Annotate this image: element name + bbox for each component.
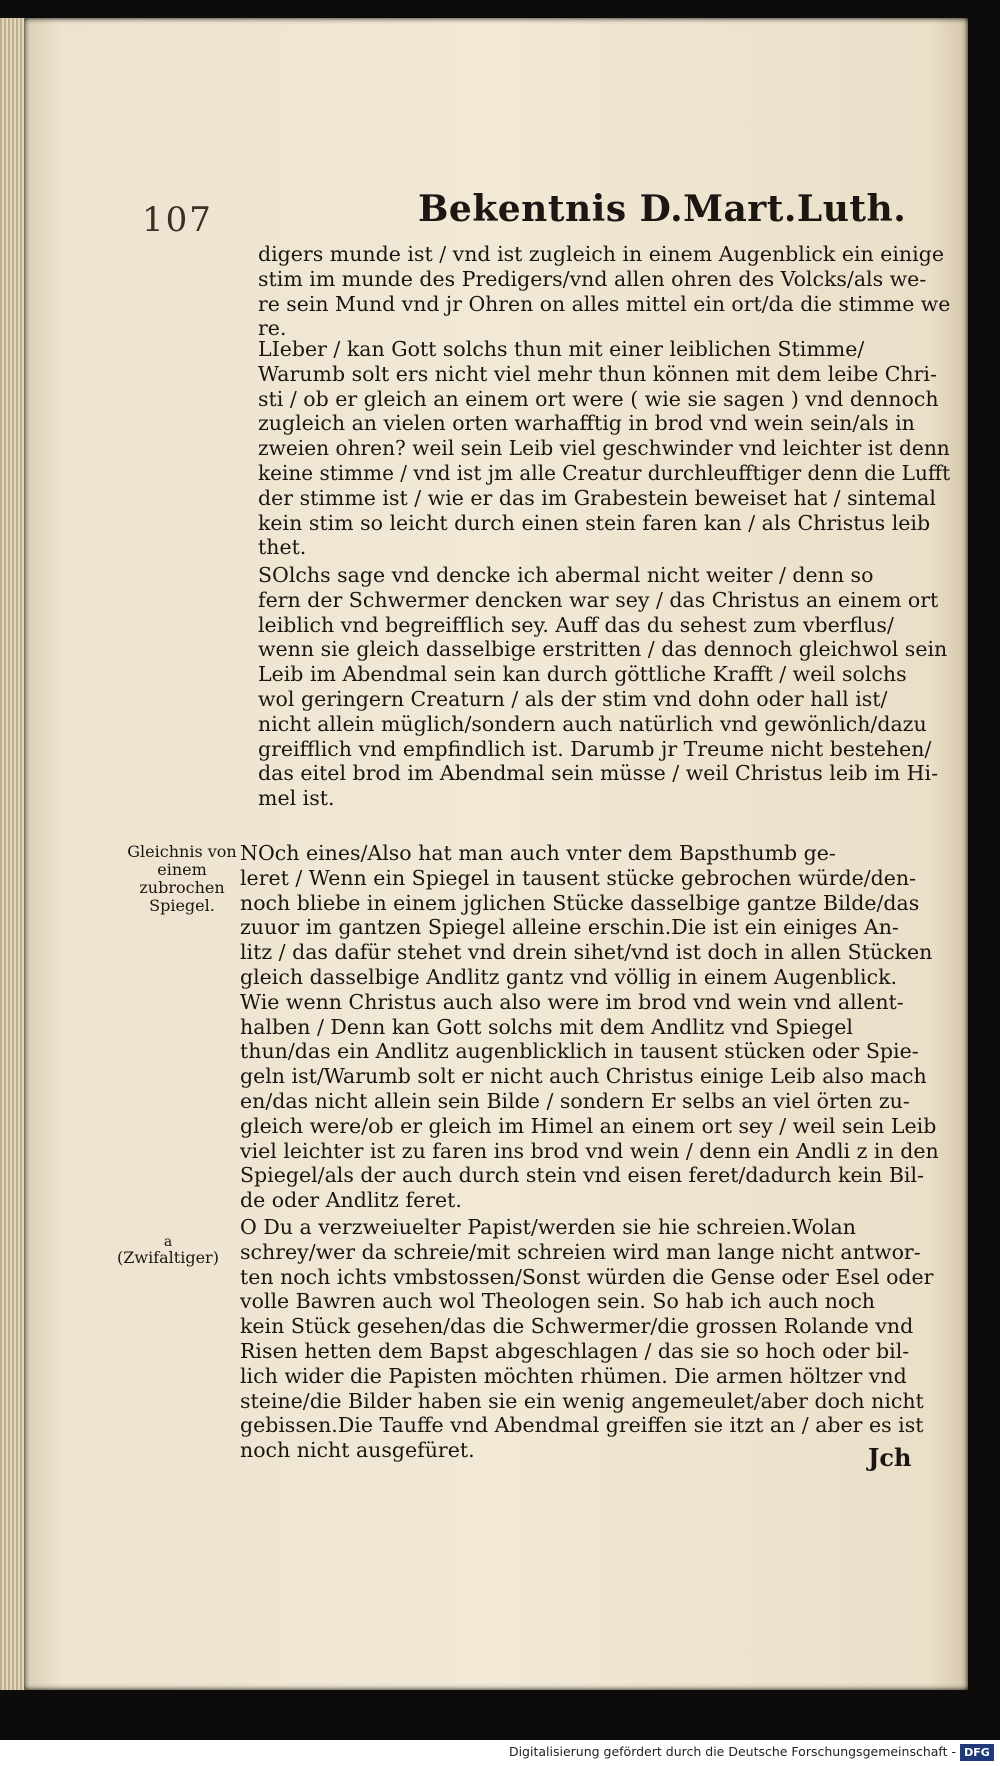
text-line: keine stimme / vnd ist jm alle Creatur durchleufftiger denn die Lufft bbox=[258, 460, 951, 485]
text-line: zweien ohren? weil sein Leib viel geschwinder vnd leichter ist denn bbox=[258, 436, 950, 461]
text-line: leiblich vnd begreifflich sey. Auff das du sehest zum vberflus/ bbox=[258, 612, 894, 637]
text-line: schrey/wer da schreie/mit schreien wird man lange nicht antwor- bbox=[240, 1239, 921, 1264]
text-line: gebissen.Die Tauffe vnd Abendmal greiffen sie itzt an / aber es ist bbox=[240, 1413, 924, 1438]
running-header: Bekentnis D.Mart.Luth. bbox=[418, 188, 907, 230]
text-line: lich wider die Papisten möchten rhümen. Die armen höltzer vnd bbox=[240, 1363, 907, 1388]
text-line: geln ist/Warumb solt er nicht auch Christus einige Leib also mach bbox=[240, 1064, 927, 1089]
text-line: stim im munde des Predigers/vnd allen ohren des Volcks/als we- bbox=[258, 266, 927, 291]
text-line: NOch eines/Also hat man auch vnter dem Bapsthumb ge- bbox=[240, 841, 836, 865]
text-line: steine/die Bilder haben sie ein wenig angemeulet/aber doch nicht bbox=[240, 1388, 924, 1413]
marginal-line: einem zubrochen bbox=[139, 860, 225, 897]
footer-bar bbox=[0, 1740, 1000, 1766]
paragraph-1 bbox=[258, 242, 951, 341]
marginal-line: (Zwifaltiger) bbox=[117, 1248, 219, 1267]
text-line: mel ist. bbox=[258, 786, 335, 811]
text-line: gleich were/ob er gleich im Himel an einem ort sey / weil sein Leib bbox=[240, 1113, 937, 1138]
text-line: digers munde ist / vnd ist zugleich in einem Augenblick ein einige bbox=[258, 242, 944, 266]
text-line: volle Bawren auch wol Theologen sein. So hab ich auch noch bbox=[240, 1289, 875, 1314]
text-line: gleich dasselbige Andlitz gantz vnd völlig in einem Augenblick. bbox=[240, 964, 898, 989]
text-line: Warumb solt ers nicht viel mehr thun können mit dem leibe Chri- bbox=[258, 361, 937, 386]
text-line: fern der Schwermer dencken war sey / das Christus an einem ort bbox=[258, 587, 939, 612]
text-line: wol geringern Creaturn / als der stim vnd dohn oder hall ist/ bbox=[258, 686, 888, 711]
funding-credit: Digitalisierung gefördert durch die Deutsche Forschungsgemeinschaft - bbox=[508, 1744, 956, 1759]
dfg-logo: DFG bbox=[960, 1744, 994, 1761]
text-line: O Du a verzweiuelter Papist/werden sie hie schreien.Wolan bbox=[240, 1215, 856, 1239]
paragraph-4 bbox=[240, 841, 939, 1213]
text-line: noch nicht ausgefüret. bbox=[240, 1438, 475, 1463]
marginal-note-1 bbox=[118, 843, 246, 915]
marginal-line: Spiegel. bbox=[149, 896, 215, 915]
text-line: halben / Denn kan Gott solchs mit dem Andlitz vnd Spiegel bbox=[240, 1014, 853, 1039]
text-line: das eitel brod im Abendmal sein müsse / weil Christus leib im Hi- bbox=[258, 761, 939, 786]
text-line: SOlchs sage vnd dencke ich abermal nicht weiter / denn so bbox=[258, 563, 874, 587]
text-line: de oder Andlitz feret. bbox=[240, 1188, 462, 1213]
text-line: thet. bbox=[258, 535, 307, 560]
text-line: noch bliebe in einem jglichen Stücke dasselbige gantze Bilde/das bbox=[240, 890, 920, 915]
marginal-line: Gleichnis von bbox=[127, 842, 237, 861]
text-line: kein stim so leicht durch einen stein faren kan / als Christus leib bbox=[258, 510, 931, 535]
catchword: Jch bbox=[868, 1443, 912, 1472]
text-line: Leib im Abendmal sein kan durch göttliche Krafft / weil solchs bbox=[258, 662, 907, 687]
text-line: wenn sie gleich dasselbige erstritten / das dennoch gleichwol sein bbox=[258, 637, 948, 662]
text-line: kein Stück gesehen/das die Schwermer/die grossen Rolande vnd bbox=[240, 1314, 914, 1339]
text-line: Spiegel/als der auch durch stein vnd eisen feret/dadurch kein Bil- bbox=[240, 1163, 924, 1188]
text-line: sti / ob er gleich an einem ort were ( wie sie sagen ) vnd dennoch bbox=[258, 386, 939, 411]
text-line: LIeber / kan Gott solchs thun mit einer leiblichen Stimme/ bbox=[258, 337, 865, 361]
text-line: viel leichter ist zu faren ins brod vnd wein / denn ein Andli z in den bbox=[240, 1138, 939, 1163]
text-line: litz / das dafür stehet vnd drein sihet/vnd ist doch in allen Stücken bbox=[240, 940, 933, 965]
marginal-note-2 bbox=[94, 1235, 242, 1267]
page-number: 107 bbox=[142, 200, 213, 240]
text-line: greifflich vnd empfindlich ist. Darumb jr Treume nicht bestehen/ bbox=[258, 736, 932, 761]
text-line: re. bbox=[258, 316, 287, 341]
text-line: leret / Wenn ein Spiegel in tausent stücke gebrochen würde/den- bbox=[240, 865, 917, 890]
text-line: der stimme ist / wie er das im Grabestein beweiset hat / sintemal bbox=[258, 485, 936, 510]
paragraph-3 bbox=[258, 563, 947, 811]
text-line: ten noch ichts vmbstossen/Sonst würden die Gense oder Esel oder bbox=[240, 1264, 934, 1289]
text-line: nicht allein müglich/sondern auch natürlich vnd gewönlich/dazu bbox=[258, 711, 927, 736]
text-line: re sein Mund vnd jr Ohren on alles mittel ein ort/da die stimme we bbox=[258, 291, 951, 316]
text-line: thun/das ein Andlitz augenblicklich in tausent stücken oder Spie- bbox=[240, 1039, 919, 1064]
text-line: Wie wenn Christus auch also were im brod vnd wein vnd allent- bbox=[240, 989, 904, 1014]
text-line: en/das nicht allein sein Bilde / sondern Er selbs an viel örten zu- bbox=[240, 1088, 910, 1113]
footnote-marker: a bbox=[163, 1234, 173, 1250]
paragraph-5 bbox=[240, 1215, 933, 1463]
text-line: zugleich an vielen orten warhafftig in brod vnd wein sein/als in bbox=[258, 411, 915, 436]
text-line: Risen hetten dem Bapst abgeschlagen / das sie so hoch oder bil- bbox=[240, 1338, 910, 1363]
paragraph-2 bbox=[258, 337, 967, 560]
text-line: zuuor im gantzen Spiegel alleine erschin.Die ist ein einiges An- bbox=[240, 915, 899, 940]
